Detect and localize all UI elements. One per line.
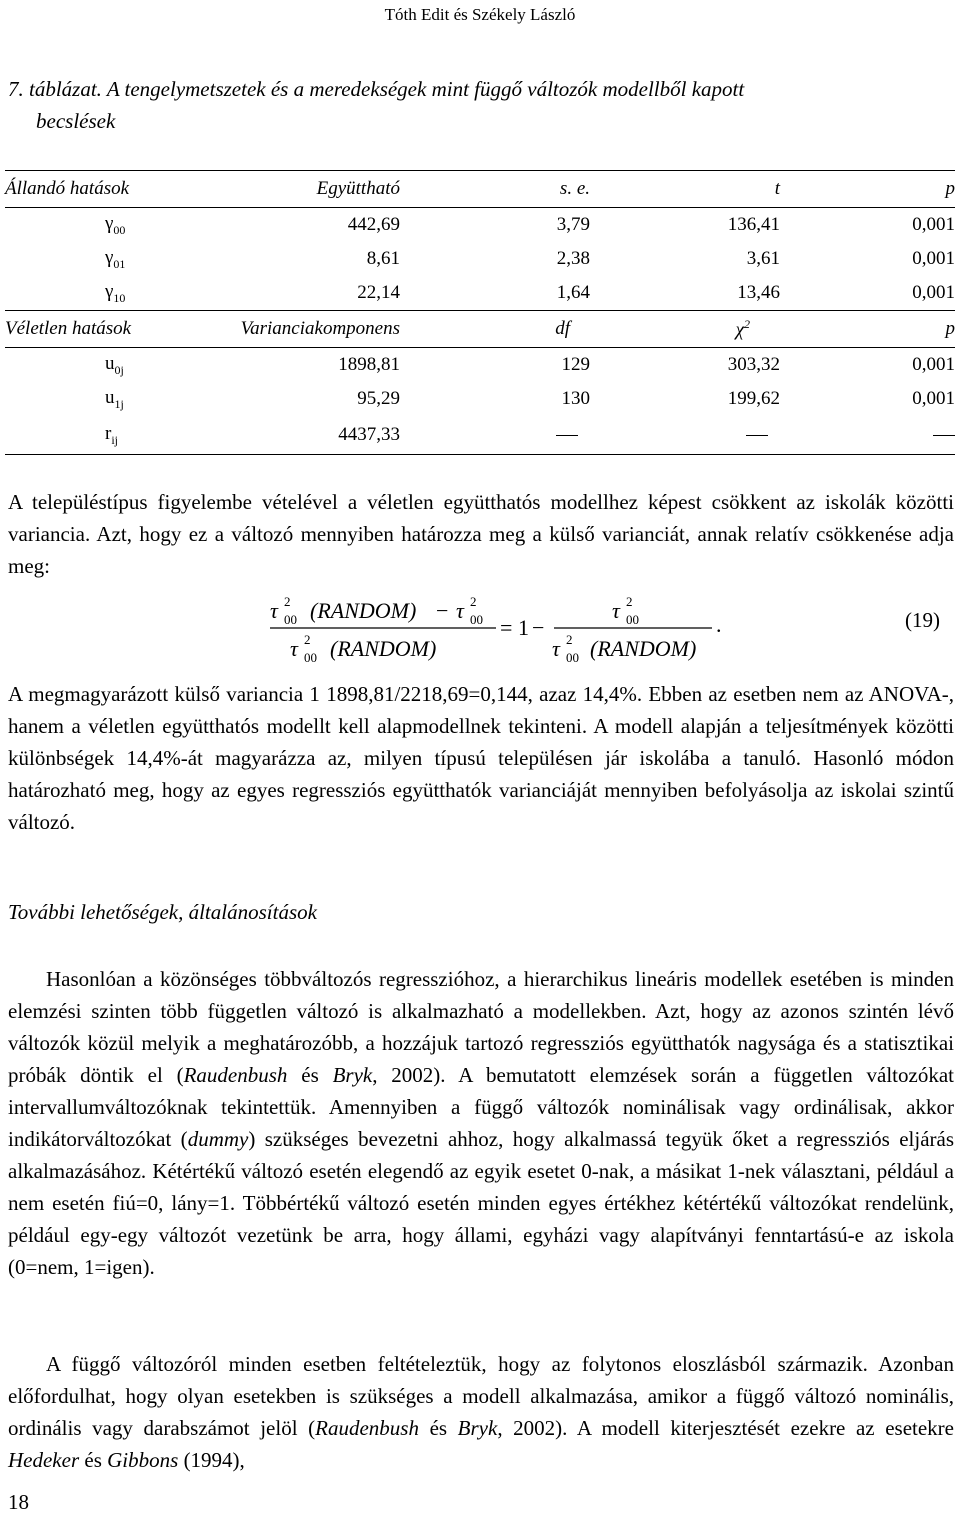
- citation-author: Raudenbush: [183, 1063, 288, 1087]
- row-symbol: $\gamma_{01}$: [105, 246, 126, 271]
- random-effects-header: [5, 311, 955, 348]
- svg-text:τ: τ: [612, 598, 620, 623]
- table-cell: 22,14: [357, 282, 400, 303]
- table-row: [5, 348, 955, 383]
- svg-text:=: =: [500, 615, 513, 640]
- svg-text:2: 2: [566, 632, 573, 647]
- table-cell: 8,61: [366, 248, 400, 269]
- paragraph-1: A településtípus figyelembe vételével a véletlen együtthatós modellhez képest csökkent az iskolák közötti variancia. Azt, hogy ez a változó mennyiben határozza meg a külső varianciát, annak relatív csökkenése adja meg:: [8, 490, 954, 578]
- table-cell: 136,41: [727, 214, 780, 235]
- citation-author: Bryk: [332, 1063, 373, 1087]
- fixed-effects-header: [5, 171, 955, 208]
- table-cell: 95,29: [357, 388, 400, 409]
- header-cell: s. e.: [400, 171, 590, 208]
- table-cell: 1898,81: [338, 354, 400, 375]
- paragraph-4: A függő változóról minden esetben feltételeztük, hogy az folytonos eloszlásból származik. Azonban előfordulhat, hogy olyan esetekben is szükséges a modell alkalmazása, amikor a függő változó nominális, ordinális vagy darabszámot jelöl (Raudenbush és Bryk, 2002). A modell kiterjesztését ezekre az esetekre Hedeker és Gibbons (1994),: [8, 1352, 954, 1472]
- svg-text:.: .: [716, 612, 722, 637]
- empty-dash: [556, 435, 578, 436]
- table-cell: 0,001: [912, 248, 955, 269]
- table-cell: 199,62: [727, 388, 780, 409]
- svg-text:00: 00: [566, 650, 579, 664]
- table-caption: [8, 73, 938, 137]
- empty-dash: [933, 435, 955, 436]
- header-cell: Együttható: [205, 171, 400, 208]
- svg-text:00: 00: [304, 650, 317, 664]
- table-cell: 0,001: [912, 354, 955, 375]
- svg-text:(RANDOM): (RANDOM): [330, 636, 437, 661]
- header-cell: p: [780, 311, 955, 348]
- header-cell: Véletlen hatások: [5, 311, 205, 348]
- row-symbol: $u_{1j}$: [105, 386, 124, 411]
- header-cell: t: [590, 171, 780, 208]
- svg-text:(RANDOM): (RANDOM): [310, 598, 417, 623]
- svg-text:2: 2: [470, 594, 477, 609]
- table-cell: 1,64: [556, 282, 590, 303]
- table-cell: 129: [561, 354, 590, 375]
- citation-author: Bryk: [457, 1416, 498, 1440]
- row-symbol: $r_{ij}$: [105, 422, 118, 447]
- paragraph-3: Hasonlóan a közönséges többváltozós regresszióhoz, a hierarchikus lineáris modellek esetében is minden elemzési szinten több független változó is alkalmazható a modellekben. Azt, hogy az azonos szintén lévő változók közül melyik a meghatározóbb, a hozzájuk tartozó regressziós együtthatók nagysága és a statisztikai próbák döntik el (Raudenbush és Bryk, 2002). A bemutatott elemzések során a független változókat intervallumváltozóknak tekintettük. Amennyiben a függő változók nominálisak vagy ordinálisak, akkor indikátorváltozókat (dummy) szükséges bevezetni ahhoz, hogy alkalmassá tegyük őket a regressziós eljárás alkalmazásához. Kétértékű változó esetén elegendő az egyik esetet 0-nak, a másikat 1-nek választani, például a nem esetén fiú=0, lány=1. Többértékű változó esetén minden egyes értékhez kétértékű változókat rendelünk, például egy-egy változót vezetünk be arra, hogy állami, egyházi vagy alapítványi fenntartású-e az iskola (0=nem, 1=igen).: [8, 967, 954, 1279]
- header-cell: Varianciakomponens: [205, 311, 400, 348]
- header-cell: df: [400, 311, 590, 348]
- svg-text:(RANDOM): (RANDOM): [590, 636, 697, 661]
- table-row: [5, 242, 955, 276]
- section-title: További lehetőségek, általánosítások: [8, 900, 317, 924]
- svg-text:−: −: [532, 615, 545, 640]
- svg-text:00: 00: [284, 612, 297, 627]
- term-dummy: dummy: [187, 1127, 249, 1151]
- table-label: 7. táblázat.: [8, 77, 102, 101]
- table-cell: 3,61: [746, 248, 780, 269]
- svg-text:τ: τ: [290, 636, 298, 661]
- table-row: [5, 208, 955, 243]
- caption-line-2: becslések: [36, 109, 116, 133]
- table-row: [5, 382, 955, 416]
- svg-text:τ: τ: [456, 598, 464, 623]
- citation-author: Gibbons: [107, 1448, 179, 1472]
- svg-text:00: 00: [470, 612, 483, 627]
- svg-text:τ: τ: [552, 636, 560, 661]
- svg-text:00: 00: [626, 612, 639, 627]
- svg-text:1: 1: [518, 615, 529, 640]
- row-symbol: $u_{0j}$: [105, 352, 124, 377]
- equation-19: [270, 592, 910, 664]
- table-cell: 0,001: [912, 388, 955, 409]
- empty-dash: [746, 435, 768, 436]
- table-row: [5, 416, 955, 455]
- header-cell: p: [780, 171, 955, 208]
- estimates-table: [5, 170, 955, 455]
- table-row: [5, 276, 955, 311]
- table-cell: 303,32: [727, 354, 780, 375]
- svg-text:−: −: [436, 598, 449, 623]
- table-cell: 13,46: [737, 282, 780, 303]
- table-cell: 4437,33: [205, 416, 400, 455]
- svg-text:2: 2: [626, 594, 633, 609]
- table-cell: 130: [561, 388, 590, 409]
- header-cell: Állandó hatások: [5, 171, 205, 208]
- svg-text:2: 2: [284, 594, 291, 609]
- caption-line-1: A tengelymetszetek és a meredekségek mint függő változók modellből kapott: [106, 77, 745, 101]
- table-cell: 0,001: [912, 214, 955, 235]
- equation-number: (19): [905, 608, 940, 632]
- citation-author: Raudenbush: [315, 1416, 419, 1440]
- table-cell: 3,79: [556, 214, 590, 235]
- row-symbol: $\gamma_{10}$: [105, 280, 126, 305]
- svg-text:2: 2: [304, 632, 311, 647]
- table-cell: 0,001: [912, 282, 955, 303]
- row-symbol: $\gamma_{00}$: [105, 212, 126, 237]
- running-header: Tóth Edit és Székely László: [384, 5, 576, 24]
- table-cell: 442,69: [347, 214, 400, 235]
- svg-text:τ: τ: [270, 598, 278, 623]
- paragraph-2: A megmagyarázott külső variancia 1 1898,81/2218,69=0,144, azaz 14,4%. Ebben az esetben nem az ANOVA-, hanem a véletlen együtthatós modellt kell alapmodellnek tekinteni. A modell alapján a teljesítmények közötti különbségek 14,4%-át magyarázza az, milyen típusú településen jár iskolába a tanuló. Hasonló módon határozható meg, hogy az egyes regressziós együtthatók varianciáját mennyiben befolyásolja az iskolai szintű változó.: [8, 682, 954, 834]
- page-number: 18: [8, 1490, 29, 1514]
- citation-author: Hedeker: [8, 1448, 80, 1472]
- chi-square-header: $\chi^2$: [590, 311, 780, 348]
- table-cell: 2,38: [556, 248, 590, 269]
